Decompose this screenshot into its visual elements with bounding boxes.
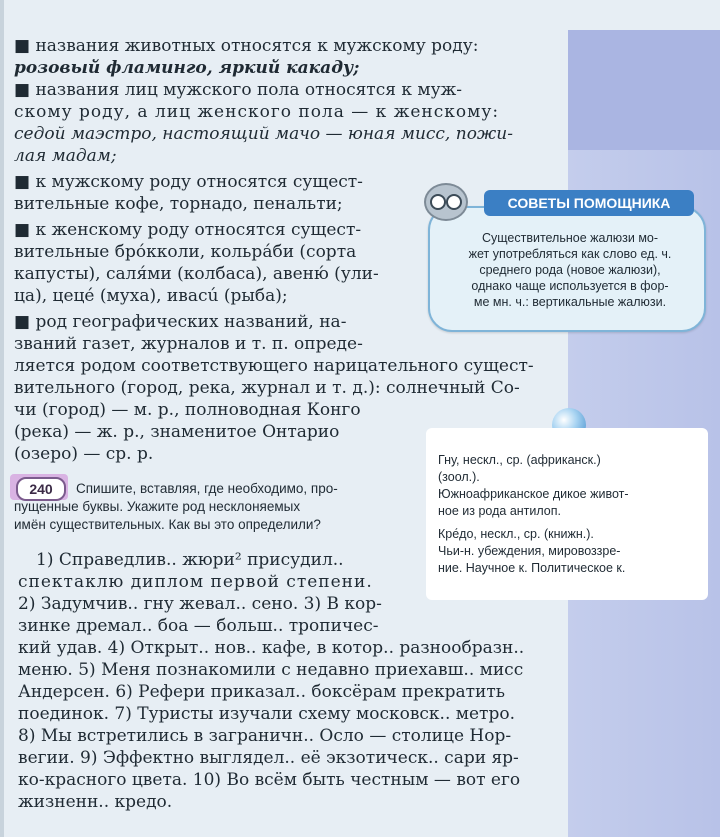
rule-line: вительные кофе, торнадо, пенальти;	[14, 194, 343, 214]
helper-text	[440, 230, 700, 310]
rule-line: ■ род географических названий, на-	[14, 312, 347, 332]
exercise-line: вегии. 9) Эффектно выглядел.. её экзотическ.. сари яр-	[18, 748, 519, 768]
task-line: пущенные буквы. Укажите род несклоняемых	[14, 499, 301, 514]
task-line: имён существительных. Как вы это определили?	[14, 517, 321, 532]
margin-band-top	[568, 30, 720, 150]
page-edge	[0, 0, 4, 837]
helper-line: жет употребляться как слово ед. ч.	[468, 247, 672, 261]
exercise-line: зинке дремал.. боа — больш.. тропичес-	[18, 616, 379, 636]
rule-line: ■ названия животных относятся к мужскому роду:	[14, 36, 479, 56]
rule-line: ■ к женскому роду относятся сущест-	[14, 220, 362, 240]
owl-helper-icon	[424, 183, 468, 221]
helper-line: ме мн. ч.: вертикальные жалюзи.	[473, 295, 667, 309]
rule-line: лая мадам;	[14, 146, 117, 166]
exercise-line: кий удав. 4) Открыт.. нов.. кафе, в котор.. разнообразн..	[18, 638, 525, 658]
rule-line: скому роду, а лиц женского пола — к женскому:	[14, 102, 500, 122]
dictionary-line: Кре́до, нескл., ср. (книжн.).	[438, 527, 594, 541]
exercise-line: 1) Справедлив.. жюри² присудил..	[36, 550, 344, 570]
dictionary-line: Гну, нескл., ср. (африканск.)	[438, 453, 601, 467]
dictionary-line: ние. Научное к. Политическое к.	[438, 561, 626, 575]
exercise-line: Андерсен. 6) Рефери приказал.. боксёрам прекратить	[18, 682, 506, 702]
helper-line: Существительное жалюзи мо-	[481, 231, 659, 245]
dictionary-line: (зоол.).	[438, 470, 480, 484]
rule-line: званий газет, журналов и т. п. опреде-	[14, 334, 363, 354]
dictionary-line: Чьи-н. убеждения, мировоззре-	[438, 544, 621, 558]
rule-line: ляется родом соответствующего нарицательного сущест-	[14, 356, 534, 376]
rule-line: седой маэстро, настоящий мачо — юная мисс, пожи-	[14, 124, 513, 144]
helper-line: однако чаще используется в фор-	[471, 279, 669, 293]
exercise-line: жизненн.. кредо.	[18, 792, 173, 812]
dictionary-text	[438, 452, 700, 577]
exercise-number: 240	[16, 477, 66, 501]
task-line: Спишите, вставляя, где необходимо, про-	[76, 481, 338, 496]
rule-line: ца), цеце́ (муха), ивасú (рыба);	[14, 286, 288, 306]
exercise-line: 8) Мы встретились в заграничн.. Осло — столице Нор-	[18, 726, 512, 746]
exercise-line: поединок. 7) Туристы изучали схему московск.. метро.	[18, 704, 515, 724]
helper-line: среднего рода (новое жалюзи),	[479, 263, 661, 277]
rule-line: ■ к мужскому роду относятся сущест-	[14, 172, 363, 192]
helper-title: СОВЕТЫ ПОМОЩНИКА	[484, 190, 694, 216]
rule-line: розовый фламинго, яркий какаду;	[14, 58, 360, 78]
dictionary-line: Южноафриканское дикое живот-	[438, 487, 629, 501]
exercise-line: спектаклю диплом первой степени.	[18, 572, 373, 592]
rule-line: (озеро) — ср. р.	[14, 444, 154, 464]
rule-line: чи (город) — м. р., полноводная Конго	[14, 400, 361, 420]
exercise-line: меню. 5) Меня познакомили с недавно приехавш.. мисс	[18, 660, 524, 680]
exercise-line: ко-красного цвета. 10) Во всём быть честным — вот его	[18, 770, 521, 790]
rule-line: вительного (город, река, журнал и т. д.): солнечный Со-	[14, 378, 520, 398]
rule-line: ■ названия лиц мужского пола относятся к муж-	[14, 80, 463, 100]
dictionary-line: ное из рода антилоп.	[438, 504, 562, 518]
rule-line: вительные бро́кколи, кольра́би (сорта	[14, 242, 357, 262]
rule-line: (река) — ж. р., знаменитое Онтарио	[14, 422, 340, 442]
rule-line: капусты), саля́ми (колбаса), авеню́ (ули-	[14, 264, 379, 284]
exercise-line: 2) Задумчив.. гну жевал.. сено. 3) В кор-	[18, 594, 382, 614]
